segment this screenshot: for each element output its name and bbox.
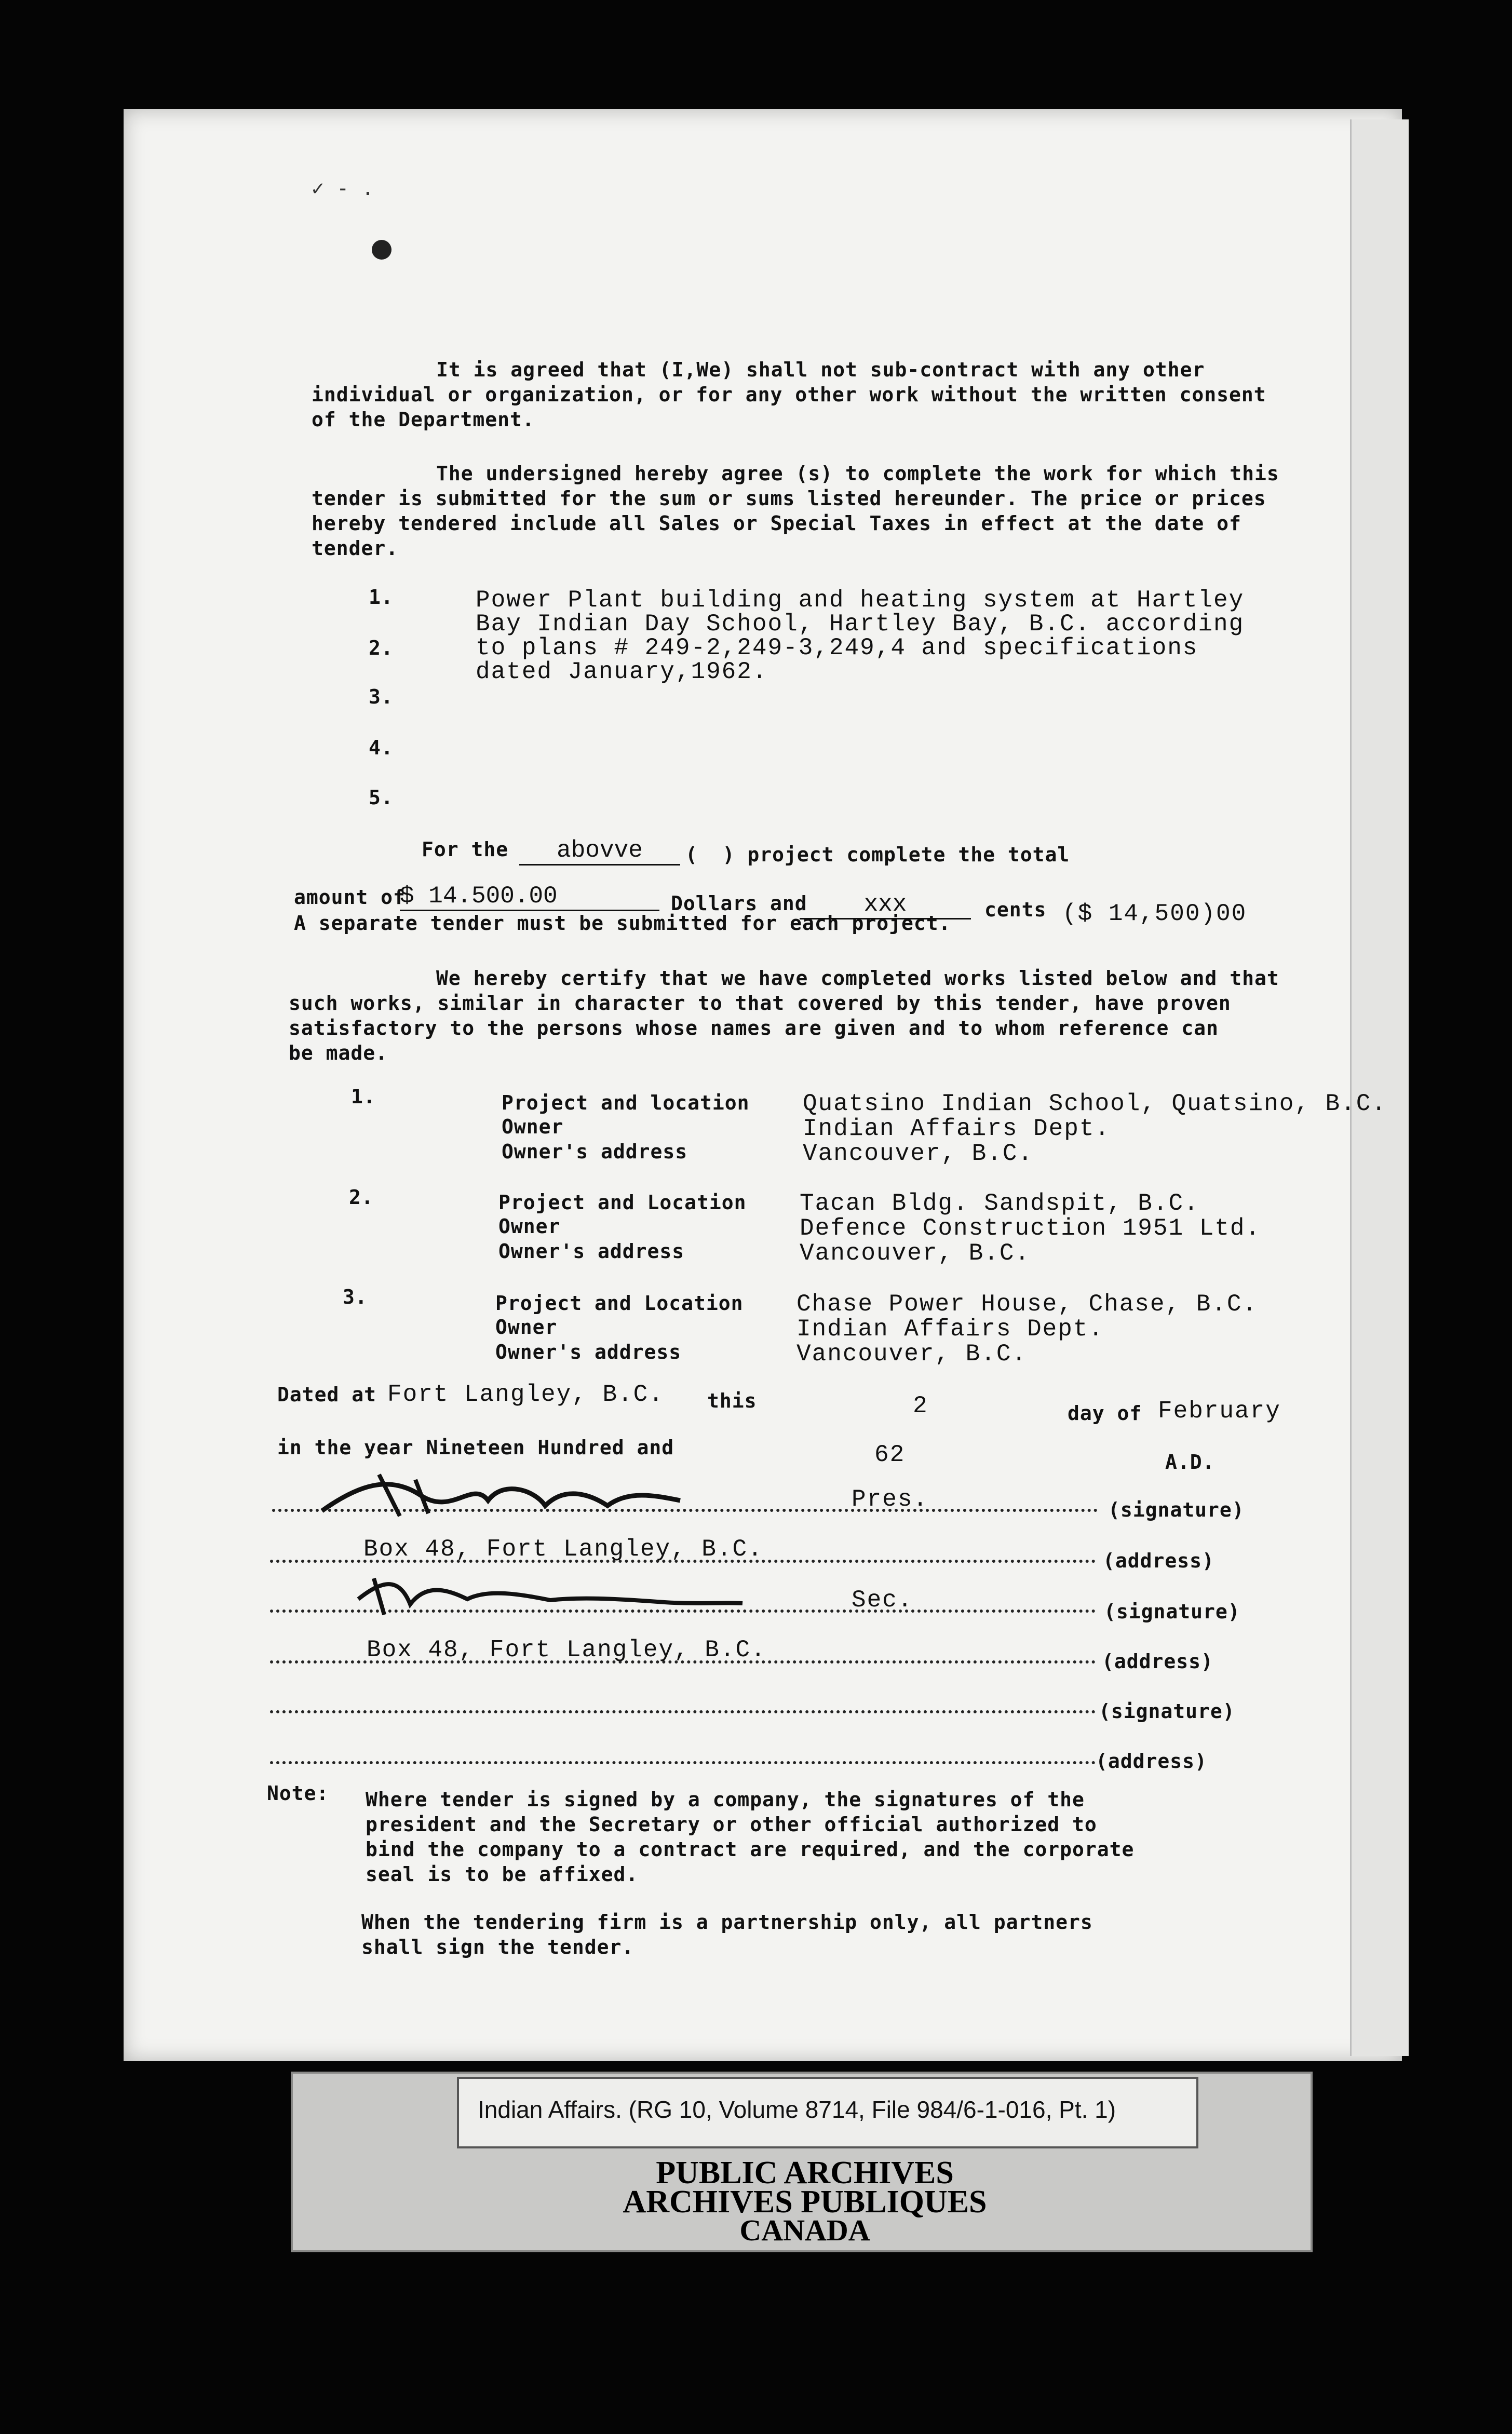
signature-dotted-line (270, 1710, 1096, 1713)
note-line: seal is to be affixed. (366, 1863, 639, 1886)
reference-label: Project and Location (498, 1191, 747, 1214)
item-number: 1. (369, 586, 394, 608)
corner-mark: ✓ - . (312, 177, 374, 200)
clause2-line: hereby tendered include all Sales or Special Taxes in effect at the date of (312, 512, 1241, 535)
separate-tender-note: A separate tender must be submitted for each project. (294, 912, 951, 935)
certify-line: be made. (289, 1042, 388, 1064)
signature-suffix: (signature) (1104, 1600, 1240, 1623)
reference-label: Owner's address (502, 1140, 688, 1163)
day-of-label: day of (1068, 1402, 1142, 1425)
cents-label: cents (984, 898, 1047, 921)
certify-line: satisfactory to the persons whose names are given and to whom reference can (289, 1017, 1219, 1039)
item-description-line: to plans # 249-2,249-3,249,4 and specifications (476, 634, 1198, 661)
reference-label: Owner (498, 1215, 561, 1238)
reference-number: 3. (343, 1286, 368, 1308)
reference-value: Defence Construction 1951 Ltd. (800, 1215, 1261, 1242)
item-description-line: dated January,1962. (476, 658, 768, 685)
address-suffix: (address) (1103, 1549, 1214, 1572)
item-number: 3. (369, 685, 394, 708)
reference-label: Owner's address (495, 1341, 682, 1363)
item-number: 2. (369, 637, 394, 659)
item-number: 4. (369, 736, 394, 759)
reference-label: Project and location (502, 1091, 750, 1114)
signature-filled-text: Sec. (852, 1587, 913, 1614)
signature-filled-text: Pres. (852, 1486, 929, 1513)
archive-title-line: CANADA (739, 2213, 870, 2247)
president-signature (317, 1464, 691, 1521)
reference-label: Project and Location (495, 1292, 744, 1315)
punch-hole (372, 240, 392, 260)
for-the-label: For the (422, 838, 509, 861)
amount-total: ($ 14,500)00 (1062, 900, 1247, 927)
this-label: this (707, 1389, 757, 1412)
item-description-line: Power Plant building and heating system at Hartley (476, 587, 1245, 614)
for-the-suffix: ( ) project complete the total (685, 843, 1070, 866)
month-value: February (1158, 1398, 1281, 1425)
reference-number: 2. (349, 1186, 374, 1209)
secretary-signature (353, 1568, 748, 1620)
reference-label: Owner (502, 1115, 564, 1138)
address-suffix: (address) (1102, 1650, 1213, 1673)
item-number: 5. (369, 786, 394, 809)
year-value: 62 (874, 1441, 906, 1468)
archive-title-line: ARCHIVES PUBLIQUES (623, 2184, 987, 2220)
dated-place: Fort Langley, B.C. (387, 1381, 664, 1408)
reference-label: Owner (495, 1316, 558, 1338)
reference-value: Chase Power House, Chase, B.C. (797, 1291, 1258, 1318)
project-fill: abovve (519, 837, 680, 866)
reference-value: Indian Affairs Dept. (803, 1115, 1111, 1142)
certify-line: We hereby certify that we have completed works listed below and that (436, 967, 1279, 990)
note-line: shall sign the tender. (361, 1936, 634, 1958)
address-dotted-line (270, 1761, 1096, 1764)
note-line: When the tendering firm is a partnership only, all partners (361, 1911, 1093, 1933)
item-description-line: Bay Indian Day School, Hartley Bay, B.C. according (476, 611, 1245, 638)
reference-value: Vancouver, B.C. (803, 1140, 1034, 1167)
year-label: in the year Nineteen Hundred and (277, 1436, 674, 1459)
amount-fill: $ 14.500.00 (400, 883, 659, 911)
reference-value: Tacan Bldg. Sandspit, B.C. (800, 1190, 1199, 1217)
note-line: Where tender is signed by a company, the signatures of the (366, 1788, 1085, 1811)
address-filled-text: Box 48, Fort Langley, B.C. (367, 1637, 766, 1664)
day-value: 2 (913, 1392, 928, 1419)
reference-number: 1. (351, 1085, 376, 1108)
archive-title-line: PUBLIC ARCHIVES (656, 2155, 954, 2190)
clause2-line: tender. (312, 537, 399, 560)
address-filled-text: Box 48, Fort Langley, B.C. (363, 1536, 763, 1563)
note-label: Note: (267, 1782, 329, 1805)
ad-label: A.D. (1165, 1451, 1215, 1473)
address-suffix: (address) (1096, 1750, 1207, 1773)
signature-suffix: (signature) (1108, 1498, 1245, 1521)
dollars-label: Dollars and (671, 892, 807, 915)
signature-suffix: (signature) (1099, 1700, 1235, 1723)
amount-label: amount of (294, 886, 406, 909)
clause1-line: It is agreed that (I,We) shall not sub-contract with any other (436, 358, 1205, 381)
clause1-line: individual or organization, or for any other work without the written consent (312, 383, 1266, 406)
reference-value: Indian Affairs Dept. (797, 1316, 1104, 1343)
clause1-line: of the Department. (312, 408, 535, 431)
reference-label: Owner's address (498, 1240, 685, 1263)
clause2-line: tender is submitted for the sum or sums listed hereunder. The price or prices (312, 487, 1266, 510)
note-line: bind the company to a contract are required, and the corporate (366, 1838, 1135, 1861)
archive-reference: Indian Affairs. (RG 10, Volume 8714, File 984/6-1-016, Pt. 1) (478, 2096, 1116, 2123)
dated-label: Dated at (277, 1383, 377, 1406)
page-edge (1350, 119, 1409, 2056)
reference-value: Vancouver, B.C. (797, 1341, 1028, 1368)
clause2-line: The undersigned hereby agree (s) to complete the work for which this (436, 462, 1279, 485)
note-line: president and the Secretary or other official authorized to (366, 1813, 1097, 1836)
reference-value: Vancouver, B.C. (800, 1240, 1031, 1267)
reference-value: Quatsino Indian School, Quatsino, B.C. (803, 1090, 1387, 1117)
certify-line: such works, similar in character to that covered by this tender, have proven (289, 992, 1231, 1015)
cents-fill: xxx (800, 891, 971, 919)
